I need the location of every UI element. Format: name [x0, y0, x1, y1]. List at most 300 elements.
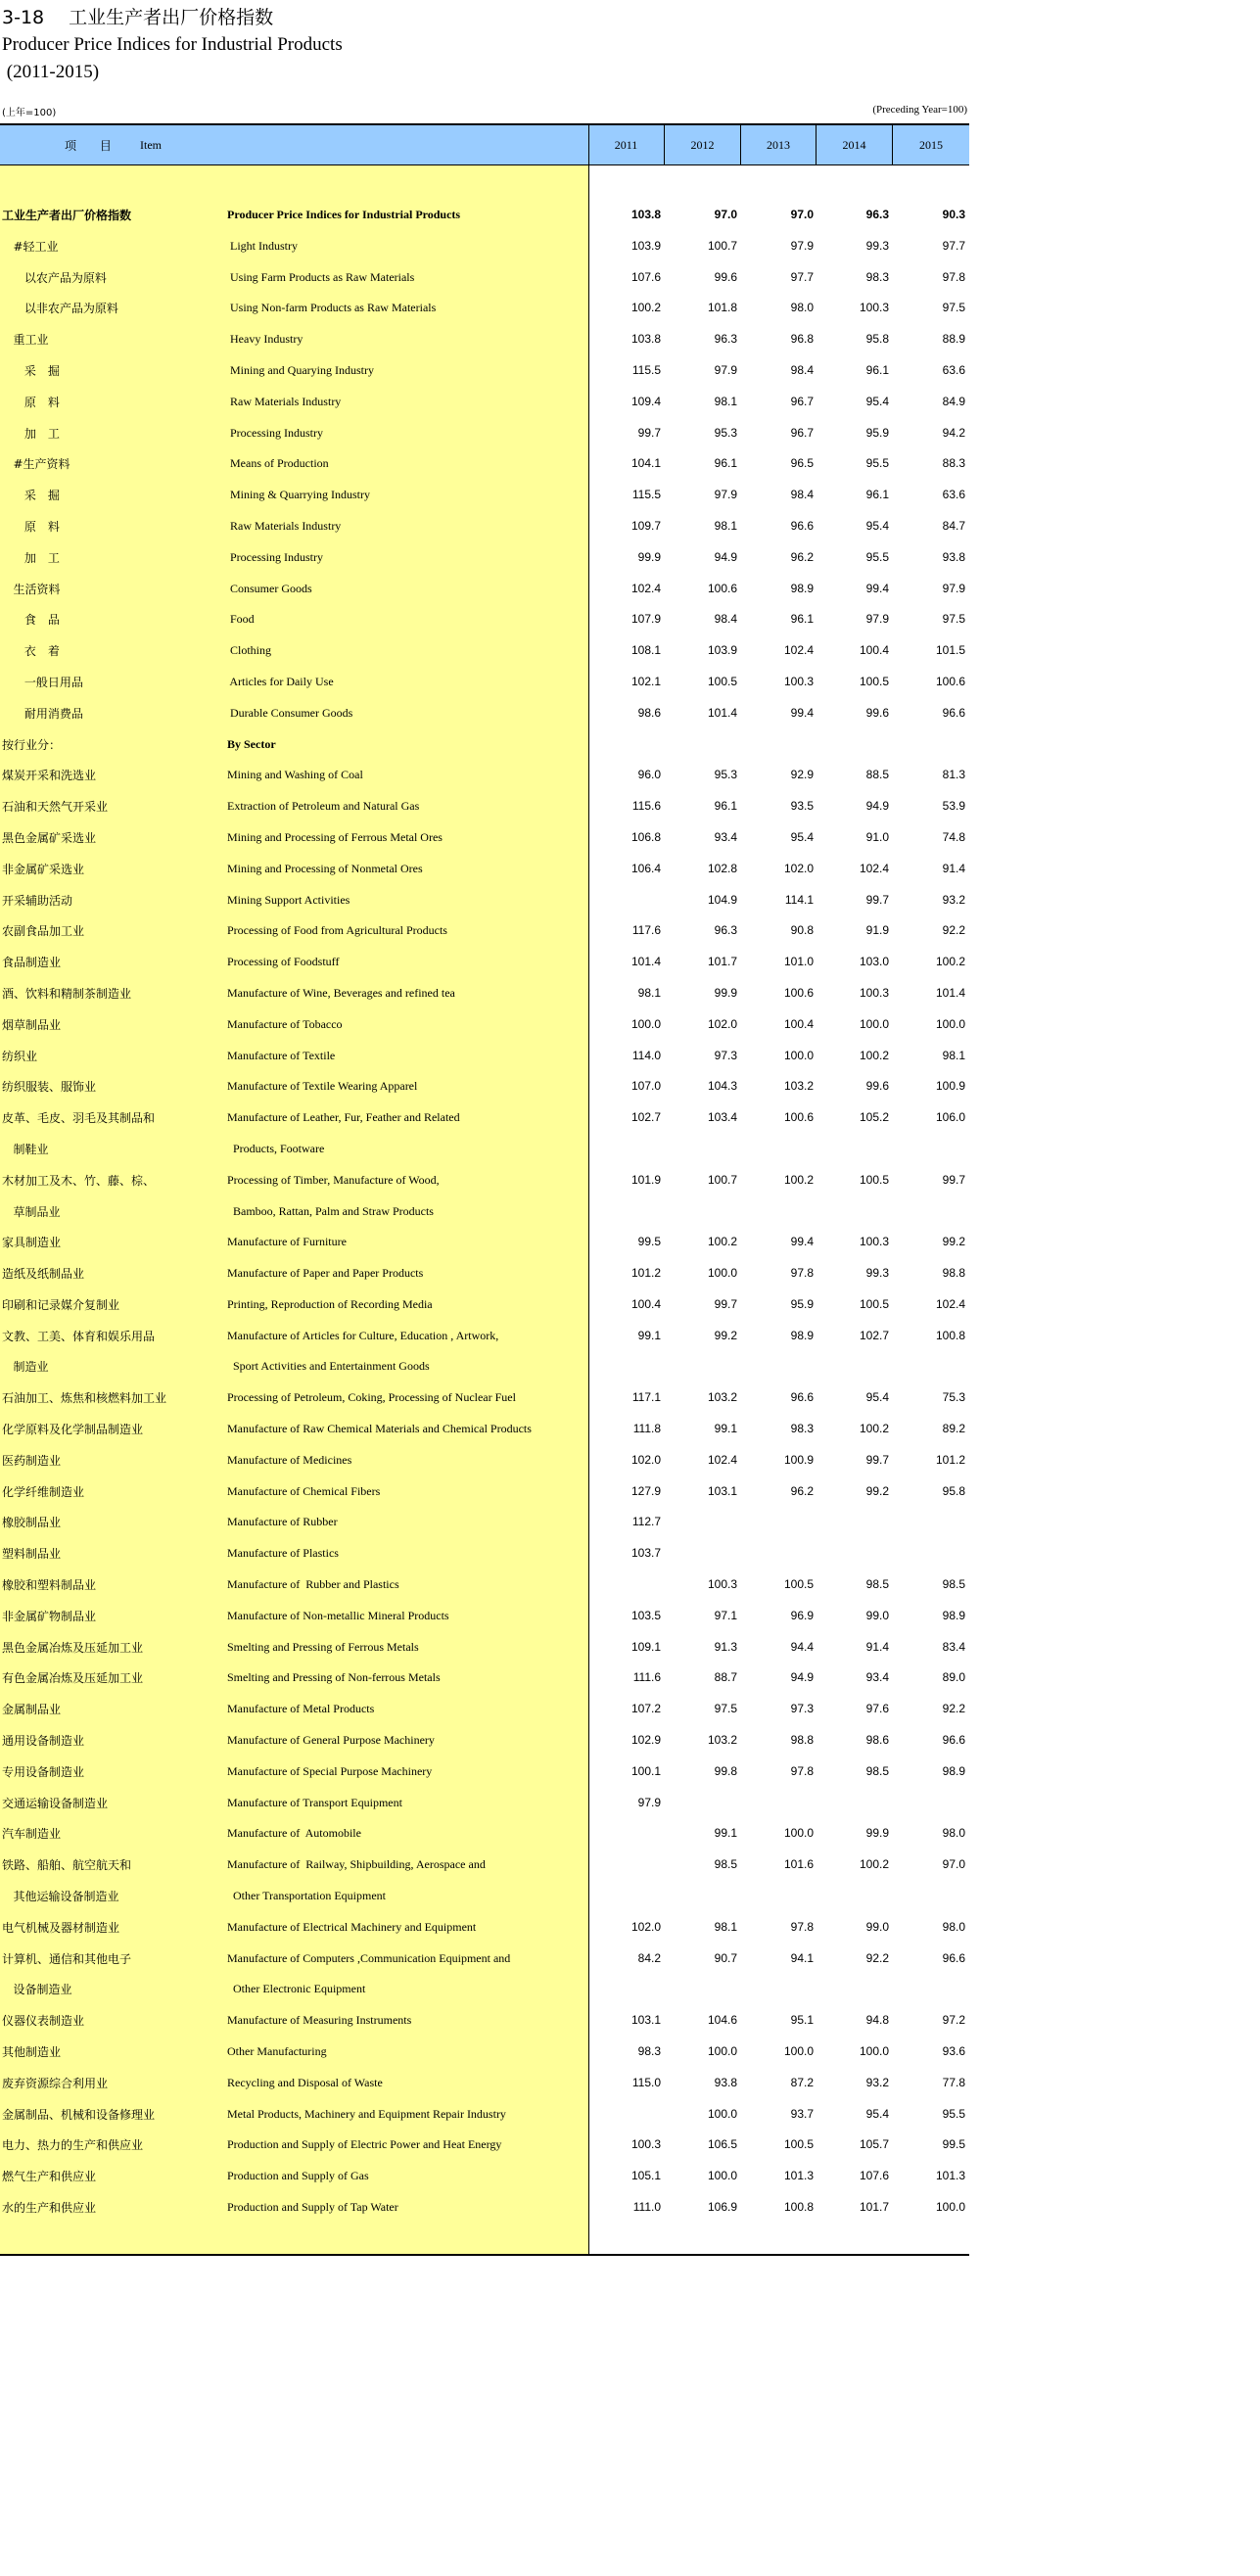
row-label-cn: 通用设备制造业: [2, 1734, 85, 1749]
value-cell-2015: 84.9: [942, 394, 965, 408]
value-cell-2015: 99.7: [942, 1172, 965, 1187]
row-label-en: Manufacture of Railway, Shipbuilding, Aerospace and: [227, 1857, 486, 1872]
value-cell-2013: 94.9: [790, 1670, 814, 1685]
row-label-cn: 食品制造业: [2, 956, 62, 970]
value-cell-2014: 91.9: [865, 923, 889, 938]
value-cell-2011: 115.0: [631, 2075, 661, 2089]
row-label-cn: 采 掘: [2, 489, 60, 503]
row-label-cn: 原 料: [2, 395, 60, 409]
value-cell-2011: 115.5: [631, 488, 661, 502]
value-cell-2015: 98.8: [942, 1266, 965, 1281]
row-label-en: Manufacture of Rubber: [227, 1515, 338, 1529]
table-row: [0, 2160, 969, 2191]
row-label-cn: 工业生产者出厂价格指数: [2, 209, 132, 222]
value-cell-2013: 100.9: [783, 1452, 814, 1467]
value-cell-2014: 99.6: [865, 705, 889, 720]
row-label-cn: 木材加工及木、竹、藤、棕、: [2, 1173, 156, 1188]
value-cell-2014: 98.5: [865, 1577, 889, 1592]
value-cell-2012: 100.0: [707, 2044, 737, 2059]
row-label-en: Processing of Food from Agricultural Products: [227, 923, 447, 938]
row-label-cn: 煤炭开采和洗选业: [2, 769, 97, 783]
value-cell-2012: 104.3: [707, 1079, 737, 1094]
table-row: [0, 1693, 969, 1724]
row-label-en: Manufacture of Plastics: [227, 1546, 339, 1561]
year-header-2012: 2012: [665, 125, 741, 164]
row-label-en: Metal Products, Machinery and Equipment Repair Industry: [227, 2106, 506, 2121]
value-cell-2013: 95.9: [790, 1296, 814, 1311]
table-row: [0, 1506, 969, 1537]
value-cell-2015: 102.4: [935, 1296, 965, 1311]
value-cell-2013: 92.9: [790, 768, 814, 782]
value-cell-2013: 98.4: [790, 488, 814, 502]
row-label-en: Manufacture of Automobile: [227, 1826, 361, 1841]
value-cell-2015: 97.5: [942, 612, 965, 627]
row-label-en: Manufacture of Computers ,Communication Equipment and: [227, 1950, 511, 1965]
table-row: [0, 1817, 969, 1849]
value-cell-2011: 109.7: [630, 518, 661, 533]
value-cell-2012: 93.8: [714, 2075, 737, 2089]
value-cell-2015: 97.8: [942, 269, 965, 284]
value-cell-2011: 112.7: [631, 1515, 661, 1529]
row-label-cn: 造纸及纸制品业: [2, 1267, 85, 1282]
value-cell-2011: 101.2: [630, 1266, 661, 1281]
row-label-en: Other Manufacturing: [227, 2044, 327, 2059]
value-cell-2013: 93.5: [790, 799, 814, 814]
value-cell-2012: 90.7: [714, 1950, 737, 1965]
row-label-en: Food: [227, 612, 255, 627]
value-cell-2012: 103.2: [707, 1390, 737, 1405]
value-cell-2015: 101.5: [935, 643, 965, 658]
value-cell-2015: 100.0: [935, 2200, 965, 2214]
row-label-en: Consumer Goods: [227, 581, 312, 595]
value-cell-2014: 94.9: [865, 799, 889, 814]
row-label-cn: 铁路、船舶、航空航天和: [2, 1858, 132, 1873]
item-header-cell: [0, 125, 589, 164]
value-cell-2014: 96.1: [865, 488, 889, 502]
value-cell-2015: 53.9: [942, 799, 965, 814]
value-cell-2015: 63.6: [942, 488, 965, 502]
value-cell-2011: 99.1: [637, 1328, 661, 1342]
row-label-cn: 纺织业: [2, 1049, 38, 1063]
value-cell-2015: 97.2: [942, 2013, 965, 2028]
table-row: [0, 1724, 969, 1756]
row-label-en: Sport Activities and Entertainment Goods: [227, 1359, 430, 1374]
value-cell-2012: 99.7: [714, 1296, 737, 1311]
value-cell-2012: 97.3: [714, 1048, 737, 1062]
value-cell-2011: 102.0: [630, 1452, 661, 1467]
value-cell-2012: 98.1: [714, 394, 737, 408]
value-cell-2011: 109.4: [630, 394, 661, 408]
item-header-en: Item: [140, 138, 162, 152]
row-label-en: Using Farm Products as Raw Materials: [227, 269, 415, 284]
value-cell-2014: 100.0: [859, 2044, 889, 2059]
row-label-cn: 制鞋业: [2, 1142, 49, 1156]
value-cell-2015: 88.9: [942, 332, 965, 347]
value-cell-2015: 96.6: [942, 1950, 965, 1965]
value-cell-2011: 99.5: [637, 1235, 661, 1249]
row-label-cn: 交通运输设备制造业: [2, 1796, 109, 1810]
value-cell-2012: 96.3: [714, 332, 737, 347]
value-cell-2013: 102.4: [783, 643, 814, 658]
row-label-cn: 其他制造业: [2, 2045, 62, 2060]
value-cell-2015: 74.8: [942, 829, 965, 844]
row-label-cn: 橡胶制品业: [2, 1516, 62, 1530]
value-cell-2012: 96.1: [714, 799, 737, 814]
value-cell-2011: 101.4: [630, 955, 661, 969]
table-row: [0, 821, 969, 853]
value-cell-2013: 100.3: [783, 674, 814, 688]
row-label-cn: 耐用消费品: [2, 706, 83, 721]
value-cell-2015: 97.0: [942, 1857, 965, 1872]
table-row: [0, 1008, 969, 1040]
row-label-cn: 仪器仪表制造业: [2, 2014, 85, 2029]
row-label-cn: #轻工业: [2, 239, 59, 254]
unit-row: [0, 102, 969, 121]
row-label-cn: 按行业分：: [2, 737, 62, 752]
row-label-en: Manufacture of Tobacco: [227, 1016, 343, 1031]
value-cell-2014: 99.0: [865, 1608, 889, 1622]
value-cell-2011: 117.6: [631, 923, 661, 938]
row-label-en: Processing of Timber, Manufacture of Wood,: [227, 1172, 440, 1187]
row-label-en: Means of Production: [227, 456, 329, 471]
row-label-en: Mining and Quarying Industry: [227, 362, 374, 377]
value-cell-2011: 101.9: [630, 1172, 661, 1187]
value-cell-2011: 102.0: [630, 1919, 661, 1934]
value-cell-2012: 99.2: [714, 1328, 737, 1342]
value-cell-2015: 98.1: [942, 1048, 965, 1062]
row-label-en: Smelting and Pressing of Ferrous Metals: [227, 1639, 419, 1654]
row-label-en: Manufacture of Medicines: [227, 1452, 352, 1467]
row-label-cn: 黑色金属矿采选业: [2, 830, 97, 845]
value-cell-2013: 96.2: [790, 549, 814, 564]
row-label-en: Manufacture of Paper and Paper Products: [227, 1266, 424, 1281]
table-row: [0, 323, 969, 354]
value-cell-2013: 103.2: [783, 1079, 814, 1094]
value-cell-2013: 100.0: [783, 1826, 814, 1841]
row-label-en: Manufacture of Non-metallic Mineral Products: [227, 1608, 449, 1622]
value-cell-2013: 98.8: [790, 1733, 814, 1748]
row-label-cn: 加 工: [2, 550, 60, 565]
value-cell-2013: 96.9: [790, 1608, 814, 1622]
row-label-cn: 文教、工美、体育和娱乐用品: [2, 1329, 156, 1343]
value-cell-2011: 103.7: [630, 1546, 661, 1561]
value-cell-2014: 99.6: [865, 1079, 889, 1094]
row-label-en: Recycling and Disposal of Waste: [227, 2075, 383, 2089]
value-cell-2013: 97.8: [790, 1266, 814, 1281]
value-cell-2012: 97.5: [714, 1702, 737, 1716]
value-cell-2013: 90.8: [790, 923, 814, 938]
value-cell-2013: 98.4: [790, 362, 814, 377]
row-label-cn: 草制品业: [2, 1204, 61, 1219]
value-cell-2012: 98.1: [714, 518, 737, 533]
value-cell-2012: 100.2: [707, 1235, 737, 1249]
value-cell-2013: 94.4: [790, 1639, 814, 1654]
row-label-cn: 食 品: [2, 613, 60, 628]
value-cell-2015: 97.5: [942, 301, 965, 315]
value-cell-2013: 100.5: [783, 2137, 814, 2152]
value-cell-2015: 84.7: [942, 518, 965, 533]
table-row: [0, 199, 969, 230]
value-cell-2012: 103.9: [707, 643, 737, 658]
value-cell-2015: 96.6: [942, 1733, 965, 1748]
row-label-en: Mining and Washing of Coal: [227, 768, 363, 782]
value-cell-2013: 97.8: [790, 1919, 814, 1934]
row-label-cn: 化学纤维制造业: [2, 1484, 85, 1499]
table-row: [0, 1070, 969, 1101]
value-cell-2012: 96.3: [714, 923, 737, 938]
value-cell-2014: 96.3: [865, 208, 889, 221]
value-cell-2014: 100.5: [859, 1296, 889, 1311]
value-cell-2011: 107.9: [630, 612, 661, 627]
value-cell-2014: 100.5: [859, 1172, 889, 1187]
row-label-cn: 农副食品加工业: [2, 924, 85, 939]
value-cell-2014: 99.7: [865, 1452, 889, 1467]
value-cell-2014: 99.7: [865, 892, 889, 907]
value-cell-2013: 100.0: [783, 1048, 814, 1062]
value-cell-2015: 95.5: [942, 2106, 965, 2121]
table-row: [0, 1537, 969, 1569]
value-cell-2012: 100.7: [707, 238, 737, 253]
table-row: [0, 261, 969, 293]
value-cell-2014: 95.8: [865, 332, 889, 347]
table-row: [0, 1133, 969, 1164]
row-label-cn: 重工业: [2, 333, 49, 348]
value-cell-2014: 100.4: [859, 643, 889, 658]
value-cell-2013: 94.1: [790, 1950, 814, 1965]
row-label-en: Manufacture of General Purpose Machinery: [227, 1733, 435, 1748]
value-cell-2012: 97.9: [714, 362, 737, 377]
value-cell-2013: 100.6: [783, 1110, 814, 1125]
value-cell-2011: 106.4: [630, 861, 661, 875]
row-label-en: Manufacture of Rubber and Plastics: [227, 1577, 399, 1592]
row-label-en: Processing of Petroleum, Coking, Processing of Nuclear Fuel: [227, 1390, 516, 1405]
table-row: [0, 1943, 969, 1974]
row-label-en: Mining and Processing of Ferrous Metal Ores: [227, 829, 443, 844]
value-cell-2013: 99.4: [790, 705, 814, 720]
value-cell-2015: 97.7: [942, 238, 965, 253]
value-cell-2011: 114.0: [631, 1048, 661, 1062]
table-row: [0, 666, 969, 697]
table-row: [0, 2067, 969, 2098]
value-cell-2015: 77.8: [942, 2075, 965, 2089]
table-row: [0, 1475, 969, 1507]
value-cell-2013: 96.7: [790, 425, 814, 440]
value-cell-2012: 100.7: [707, 1172, 737, 1187]
value-cell-2011: 103.5: [630, 1608, 661, 1622]
value-cell-2013: 96.2: [790, 1483, 814, 1498]
value-cell-2013: 96.1: [790, 612, 814, 627]
value-cell-2011: 100.0: [630, 1016, 661, 1031]
value-cell-2011: 115.5: [631, 362, 661, 377]
value-cell-2015: 98.0: [942, 1919, 965, 1934]
table-row: [0, 1849, 969, 1880]
row-label-en: Processing Industry: [227, 425, 323, 440]
value-cell-2015: 89.2: [942, 1422, 965, 1436]
value-cell-2013: 98.3: [790, 1422, 814, 1436]
value-cell-2012: 100.0: [707, 1266, 737, 1281]
value-cell-2011: 103.9: [630, 238, 661, 253]
value-cell-2011: 115.6: [631, 799, 661, 814]
value-cell-2012: 106.5: [707, 2137, 737, 2152]
row-label-cn: 酒、饮料和精制茶制造业: [2, 986, 132, 1001]
value-cell-2012: 102.0: [707, 1016, 737, 1031]
value-cell-2015: 106.0: [935, 1110, 965, 1125]
value-cell-2014: 96.1: [865, 362, 889, 377]
value-cell-2015: 90.3: [942, 208, 965, 221]
row-label-en: Producer Price Indices for Industrial Products: [227, 208, 461, 221]
row-label-en: Production and Supply of Electric Power and Heat Energy: [227, 2137, 502, 2152]
row-label-en: Manufacture of Furniture: [227, 1235, 347, 1249]
value-cell-2015: 99.2: [942, 1235, 965, 1249]
row-label-cn: 生活资料: [2, 582, 61, 596]
value-cell-2014: 100.3: [859, 301, 889, 315]
table-row: [0, 447, 969, 479]
row-label-cn: 废弃资源综合利用业: [2, 2076, 109, 2090]
value-cell-2013: 97.0: [790, 208, 814, 221]
row-label-cn: 原 料: [2, 519, 60, 534]
row-label-en: Manufacture of Textile Wearing Apparel: [227, 1079, 418, 1094]
value-cell-2014: 98.6: [865, 1733, 889, 1748]
year-header-2014: 2014: [817, 125, 893, 164]
value-cell-2014: 99.9: [865, 1826, 889, 1841]
table-row: [0, 1195, 969, 1227]
table-title-cn: 3-18 工业生产者出厂价格指数: [2, 7, 274, 28]
row-label-cn: 衣 着: [2, 644, 60, 659]
value-cell-2013: 96.8: [790, 332, 814, 347]
row-label-cn: 采 掘: [2, 363, 60, 378]
value-cell-2011: 100.3: [630, 2137, 661, 2152]
year-header-2011: 2011: [588, 125, 665, 164]
row-label-cn: 化学原料及化学制品制造业: [2, 1423, 144, 1437]
row-label-cn: 电气机械及器材制造业: [2, 1920, 120, 1935]
table-row: [0, 1600, 969, 1631]
row-label-cn: 非金属矿物制品业: [2, 1609, 97, 1623]
value-cell-2012: 95.3: [714, 425, 737, 440]
value-cell-2014: 99.0: [865, 1919, 889, 1934]
row-label-cn: 家具制造业: [2, 1236, 62, 1250]
row-label-en: Durable Consumer Goods: [227, 705, 353, 720]
table-row: [0, 510, 969, 541]
table-row: [0, 1413, 969, 1444]
table-row: [0, 354, 969, 386]
value-cell-2011: 117.1: [631, 1390, 661, 1405]
row-label-cn: 印刷和记录媒介复制业: [2, 1297, 120, 1312]
value-cell-2013: 98.9: [790, 1328, 814, 1342]
row-label-cn: 有色金属冶炼及压延加工业: [2, 1671, 144, 1686]
table-row: [0, 853, 969, 884]
value-cell-2014: 93.4: [865, 1670, 889, 1685]
value-cell-2013: 96.6: [790, 1390, 814, 1405]
value-cell-2014: 95.4: [865, 394, 889, 408]
row-label-en: Smelting and Pressing of Non-ferrous Metals: [227, 1670, 441, 1685]
value-cell-2014: 100.5: [859, 674, 889, 688]
table-row: [0, 977, 969, 1008]
unit-label-en: (Preceding Year=100): [872, 104, 967, 116]
value-cell-2014: 102.4: [859, 861, 889, 875]
value-cell-2011: 107.6: [630, 269, 661, 284]
row-label-cn: 石油加工、炼焦和核燃料加工业: [2, 1391, 167, 1406]
table-rows: [0, 199, 969, 2223]
row-label-cn: 医药制造业: [2, 1453, 62, 1468]
row-label-cn: 非金属矿采选业: [2, 862, 85, 876]
table-row: [0, 914, 969, 946]
value-cell-2015: 98.5: [942, 1577, 965, 1592]
value-cell-2012: 99.8: [714, 1763, 737, 1778]
row-label-en: Manufacture of Textile: [227, 1048, 336, 1062]
value-cell-2015: 63.6: [942, 362, 965, 377]
value-cell-2014: 92.2: [865, 1950, 889, 1965]
row-label-en: Manufacture of Measuring Instruments: [227, 2013, 412, 2028]
value-cell-2014: 101.7: [859, 2200, 889, 2214]
table-row: [0, 1444, 969, 1475]
value-cell-2014: 100.2: [859, 1422, 889, 1436]
value-cell-2015: 100.8: [935, 1328, 965, 1342]
value-cell-2015: 100.0: [935, 1016, 965, 1031]
table-row: [0, 541, 969, 573]
table-row: [0, 759, 969, 790]
table-row: [0, 1880, 969, 1911]
table-row: [0, 1164, 969, 1195]
value-cell-2015: 93.6: [942, 2044, 965, 2059]
value-cell-2012: 98.1: [714, 1919, 737, 1934]
value-cell-2014: 97.6: [865, 1702, 889, 1716]
value-cell-2011: 100.2: [630, 301, 661, 315]
value-cell-2011: 107.0: [630, 1079, 661, 1094]
value-cell-2015: 98.9: [942, 1608, 965, 1622]
value-cell-2012: 100.6: [707, 581, 737, 595]
table-row: [0, 292, 969, 323]
value-cell-2011: 104.1: [630, 456, 661, 471]
value-cell-2013: 95.4: [790, 829, 814, 844]
row-label-cn: 设备制造业: [2, 1983, 72, 1997]
value-cell-2015: 93.8: [942, 549, 965, 564]
value-cell-2014: 100.3: [859, 1235, 889, 1249]
value-cell-2011: 100.1: [630, 1763, 661, 1778]
value-cell-2012: 94.9: [714, 549, 737, 564]
table-row: [0, 946, 969, 977]
value-cell-2011: 108.1: [630, 643, 661, 658]
table-row: [0, 1288, 969, 1320]
table-row: [0, 386, 969, 417]
value-cell-2012: 102.8: [707, 861, 737, 875]
table-row: [0, 1257, 969, 1288]
value-cell-2014: 100.0: [859, 1016, 889, 1031]
row-label-en: Processing of Foodstuff: [227, 955, 340, 969]
table-row: [0, 603, 969, 634]
value-cell-2013: 97.9: [790, 238, 814, 253]
row-label-en: Mining and Processing of Nonmetal Ores: [227, 861, 423, 875]
value-cell-2013: 100.5: [783, 1577, 814, 1592]
table-row: [0, 1756, 969, 1787]
value-cell-2014: 99.4: [865, 581, 889, 595]
row-label-en: Mining Support Activities: [227, 892, 350, 907]
value-cell-2013: 101.3: [783, 2169, 814, 2183]
value-cell-2012: 106.9: [707, 2200, 737, 2214]
value-cell-2011: 97.9: [637, 1795, 661, 1809]
value-cell-2012: 103.4: [707, 1110, 737, 1125]
row-label-en: Manufacture of Electrical Machinery and Equipment: [227, 1919, 477, 1934]
row-label-cn: 燃气生产和供应业: [2, 2170, 97, 2184]
value-cell-2014: 95.4: [865, 518, 889, 533]
table-row: [0, 1973, 969, 2004]
value-cell-2015: 101.4: [935, 985, 965, 1000]
row-label-en: Manufacture of Chemical Fibers: [227, 1483, 381, 1498]
row-label-en: Using Non-farm Products as Raw Materials: [227, 301, 437, 315]
value-cell-2014: 98.3: [865, 269, 889, 284]
value-cell-2011: 111.0: [632, 2200, 661, 2214]
row-label-en: Raw Materials Industry: [227, 394, 342, 408]
value-cell-2014: 105.7: [859, 2137, 889, 2152]
